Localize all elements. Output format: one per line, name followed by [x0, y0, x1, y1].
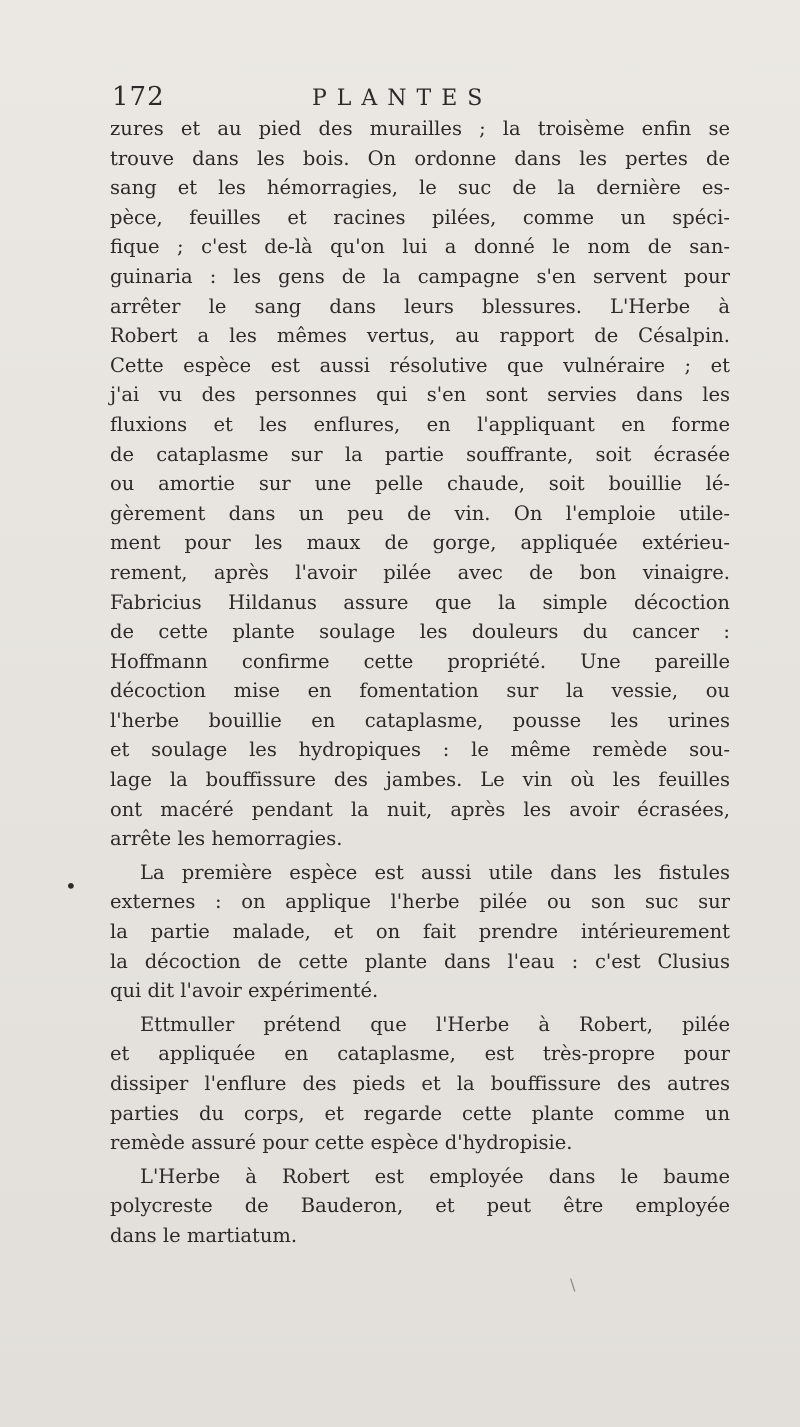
text-line: fluxions et les enflures, en l'appliquant en forme — [110, 412, 730, 436]
text-line: L'Herbe à Robert est employée dans le baume — [140, 1164, 730, 1188]
page-header — [112, 82, 732, 112]
text-line: pèce, feuilles et racines pilées, comme un spéci- — [110, 205, 730, 229]
text-line: polycreste de Bauderon, et peut être employée — [110, 1194, 730, 1218]
margin-dot-mark: • — [65, 874, 77, 898]
text-line: de cataplasme sur la partie souffrante, soit écrasée — [110, 442, 730, 466]
text-line: qui dit l'avoir expérimenté. — [110, 979, 379, 1003]
text-line: et appliquée en cataplasme, est très-propre pour — [110, 1042, 730, 1066]
text-line: rement, après l'avoir pilée avec de bon vinaigre. — [110, 560, 730, 584]
text-line: ment pour les maux de gorge, appliquée extérieu- — [110, 531, 730, 555]
text-line: zures et au pied des murailles ; la troisème enfin se — [110, 117, 730, 140]
text-line: lage la bouffissure des jambes. Le vin où les feuilles — [110, 768, 730, 792]
text-line: externes : on applique l'herbe pilée ou son suc sur — [110, 890, 730, 914]
text-line: la partie malade, et on fait prendre intérieurement — [110, 920, 730, 944]
text-line: Cette espèce est aussi résolutive que vulnéraire ; et — [110, 353, 730, 377]
text-line: gèrement dans un peu de vin. On l'emploie utile- — [110, 501, 730, 525]
body-text — [110, 114, 730, 1251]
page-number: 172 — [112, 82, 165, 112]
paragraph-3 — [110, 1010, 730, 1158]
text-line: dissiper l'enflure des pieds et la bouffissure des autres — [110, 1072, 730, 1095]
text-line: Fabricius Hildanus assure que la simple décoction — [110, 590, 730, 614]
text-line: fique ; c'est de-là qu'on lui a donné le nom de san- — [110, 235, 730, 259]
text-line: La première espèce est aussi utile dans les fistules — [140, 860, 730, 884]
text-line: j'ai vu des personnes qui s'en sont servies dans les — [110, 383, 730, 407]
text-line: ont macéré pendant la nuit, après les avoir écrasées, — [110, 797, 730, 821]
text-line: sang et les hémorragies, le suc de la dernière es- — [110, 176, 730, 200]
text-line: décoction mise en fomentation sur la vessie, ou — [110, 679, 730, 703]
paragraph-1 — [110, 114, 730, 854]
text-line: Hoffmann confirme cette propriété. Une pareille — [110, 649, 730, 673]
text-line: la décoction de cette plante dans l'eau : c'est Clusius — [110, 949, 730, 973]
running-title: PLANTES — [312, 86, 493, 111]
paragraph-2 — [110, 858, 730, 1006]
text-line: dans le martiatum. — [110, 1223, 298, 1247]
text-line: arrête les hemorragies. — [110, 827, 343, 851]
text-line: et soulage les hydropiques : le même remède sou- — [110, 738, 730, 762]
text-line: de cette plante soulage les douleurs du cancer : — [110, 620, 730, 644]
text-line: parties du corps, et regarde cette plante comme un — [110, 1101, 730, 1125]
text-line: guinaria : les gens de la campagne s'en servent pour — [110, 264, 730, 288]
text-line: arrêter le sang dans leurs blessures. L'Herbe à — [110, 294, 730, 318]
paragraph-4 — [110, 1162, 730, 1251]
stray-pen-mark: \ — [570, 1275, 576, 1294]
text-line: ou amortie sur une pelle chaude, soit bouillie lé- — [110, 472, 730, 496]
text-line: remède assuré pour cette espèce d'hydropisie. — [110, 1131, 573, 1155]
text-line: trouve dans les bois. On ordonne dans les pertes de — [110, 146, 730, 170]
text-line: Ettmuller prétend que l'Herbe à Robert, pilée — [140, 1012, 730, 1036]
text-line: l'herbe bouillie en cataplasme, pousse les urines — [110, 708, 730, 732]
text-line: Robert a les mêmes vertus, au rapport de Césalpin. — [110, 324, 730, 348]
